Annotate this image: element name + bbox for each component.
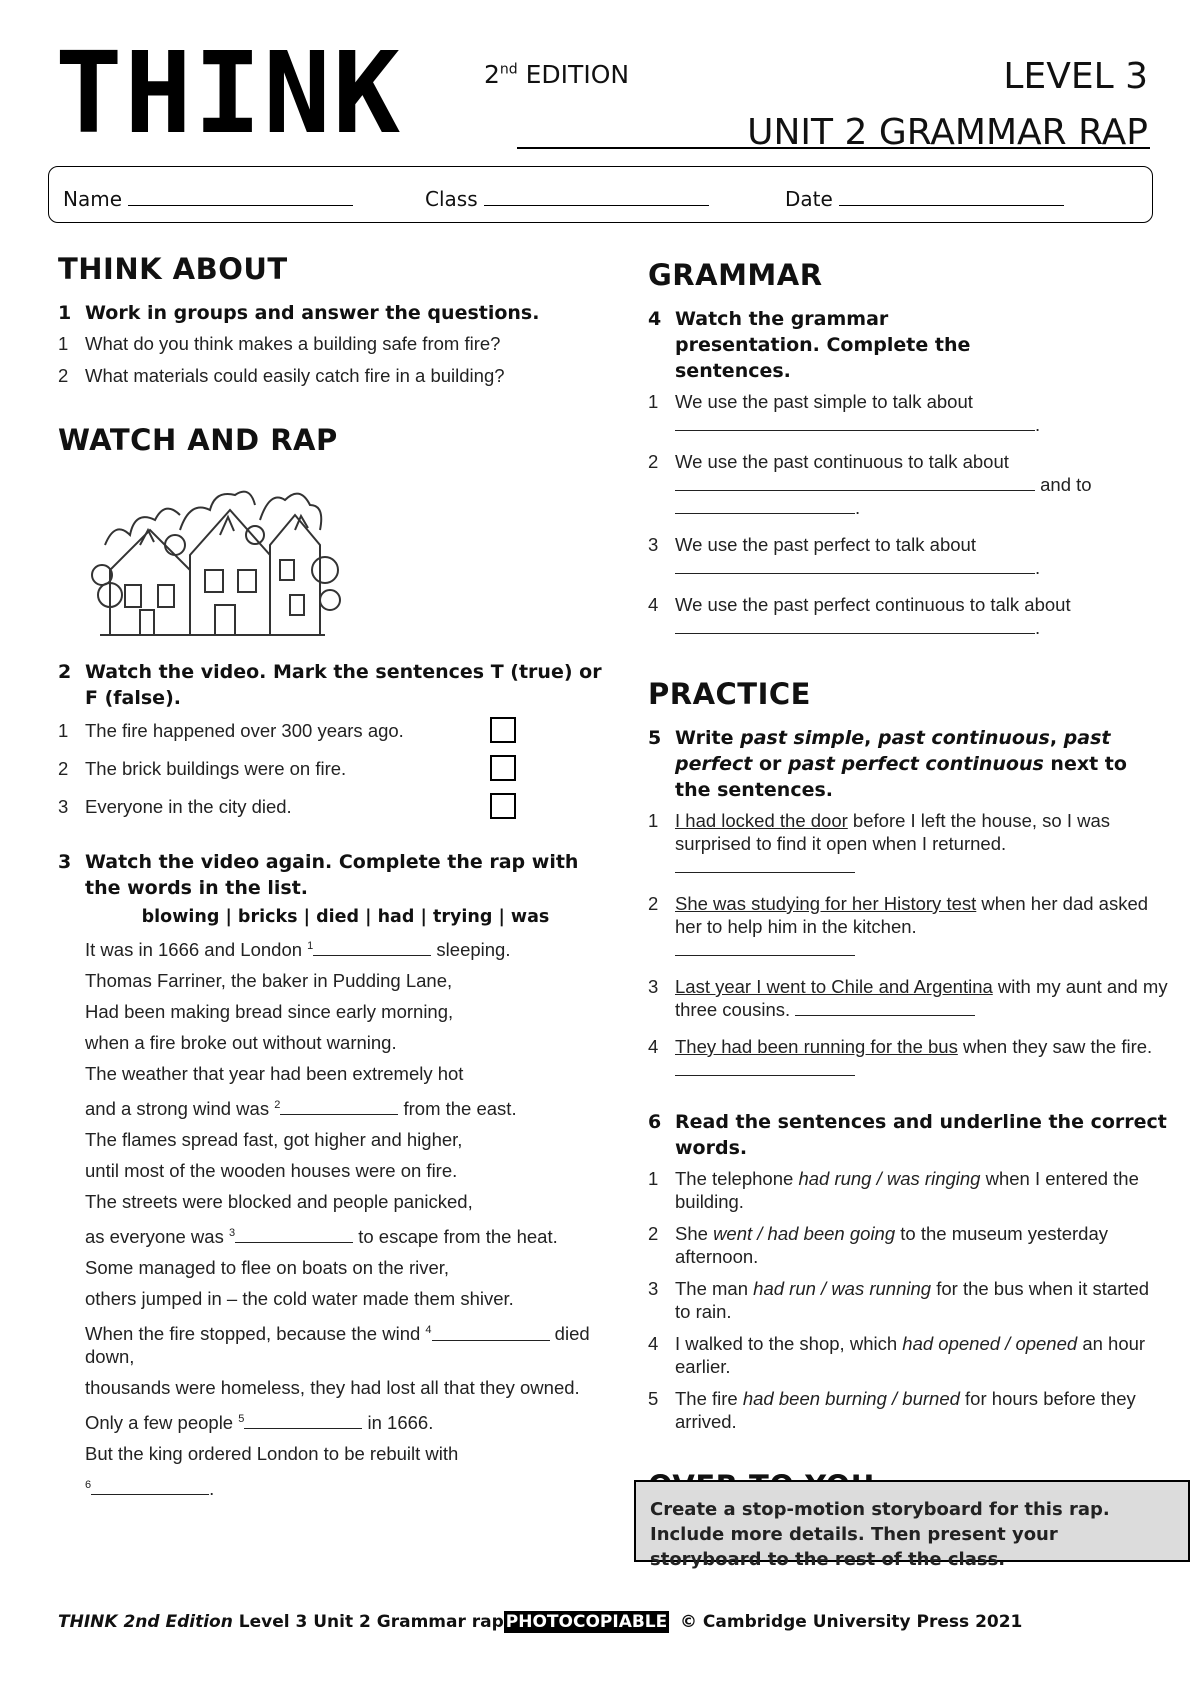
tf-item: 1 The fire happened over 300 years ago. xyxy=(58,717,606,743)
edition-label: 2nd EDITION xyxy=(484,60,630,89)
task-4: 4 Watch the grammar presentation. Complete the sentences. xyxy=(648,308,971,382)
rap-line: $^6$ . xyxy=(85,1477,215,1499)
think-about-heading: THINK ABOUT xyxy=(58,252,288,286)
gap-5[interactable] xyxy=(244,1411,362,1429)
underline-item: 2 She went / had been going to the museum yesterday afternoon. xyxy=(648,1223,1108,1267)
footer-title: THINK 2nd Edition Level 3 Unit 2 Grammar rap PHOTOCOPIABLE xyxy=(58,1612,668,1632)
answer-gap[interactable] xyxy=(675,1058,855,1076)
answer-gap[interactable] xyxy=(795,998,975,1016)
rap-line: The streets were blocked and people panicked, xyxy=(85,1191,473,1213)
unit-title: UNIT 2 GRAMMAR RAP xyxy=(747,112,1148,153)
word-list: blowing | bricks | died | had | trying | was xyxy=(141,907,550,927)
student-info-box xyxy=(48,166,1153,223)
rap-line: The weather that year had been extremely hot xyxy=(85,1063,464,1085)
question-item: 2 What materials could easily catch fire in a building? xyxy=(58,365,505,386)
rap-line: Thomas Farriner, the baker in Pudding Lane, xyxy=(85,970,453,992)
rap-line: The flames spread fast, got higher and higher, xyxy=(85,1129,463,1151)
level-label: LEVEL 3 xyxy=(1003,56,1148,97)
task-1: 1 Work in groups and answer the questions. xyxy=(58,302,540,324)
copyright: © Cambridge University Press 2021 xyxy=(680,1612,1023,1632)
grammar-item: 1 We use the past simple to talk about . xyxy=(648,391,1041,435)
rap-line: But the king ordered London to be rebuilt with xyxy=(85,1442,459,1464)
practice-item: 1 I had locked the door before I left the house, so I was surprised to find it open when I returned. xyxy=(648,809,1168,878)
answer-gap[interactable] xyxy=(675,938,855,956)
tf-checkbox[interactable] xyxy=(490,793,516,819)
task-6: 6 Read the sentences and underline the correct words. xyxy=(648,1111,1167,1159)
right-column xyxy=(648,258,1168,1517)
grammar-heading: GRAMMAR xyxy=(648,258,823,292)
rap-line: It was in 1666 and London $^1$ sleeping. xyxy=(85,939,511,961)
underline-item: 3 The man had run / was running for the bus when it started to rain. xyxy=(648,1278,1150,1322)
grammar-gap[interactable] xyxy=(675,556,1035,574)
watch-rap-heading: WATCH AND RAP xyxy=(58,423,338,457)
grammar-gap[interactable] xyxy=(675,616,1035,634)
rap-line: others jumped in – the cold water made them shiver. xyxy=(85,1288,514,1310)
grammar-gap[interactable] xyxy=(675,473,1035,491)
task-5: 5 Write past simple, past continuous, past perfect or past perfect continuous next to the sentences. xyxy=(648,727,1127,801)
photocopiable-badge: PHOTOCOPIABLE xyxy=(505,1612,668,1632)
grammar-gap[interactable] xyxy=(675,496,855,514)
over-to-you-text: Create a stop-motion storyboard for this rap. Include more details. Then present your storyboard to the rest of the class. xyxy=(650,1499,1110,1570)
question-item: 1 What do you think makes a building safe from fire? xyxy=(58,333,501,354)
underline-item: 4 I walked to the shop, which had opened / opened an hour earlier. xyxy=(648,1333,1146,1377)
underline-item: 5 The fire had been burning / burned for hours before they arrived. xyxy=(648,1388,1136,1432)
underline-item: 1 The telephone had rung / was ringing when I entered the building. xyxy=(648,1168,1139,1212)
practice-heading: PRACTICE xyxy=(648,677,811,711)
grammar-item: 3 We use the past perfect to talk about . xyxy=(648,534,1041,578)
grammar-item: 4 We use the past perfect continuous to talk about . xyxy=(648,594,1071,638)
rap-line: when a fire broke out without warning. xyxy=(85,1032,397,1054)
tf-item: 2 The brick buildings were on fire. xyxy=(58,755,606,781)
answer-gap[interactable] xyxy=(675,855,855,873)
rap-line: Only a few people $^5$ in 1666. xyxy=(85,1411,434,1433)
tf-checkbox[interactable] xyxy=(490,755,516,781)
rap-line: Some managed to flee on boats on the river, xyxy=(85,1257,450,1279)
task-2: 2 Watch the video. Mark the sentences T (true) or F (false). xyxy=(58,661,602,709)
gap-6[interactable] xyxy=(91,1477,209,1495)
practice-item: 2 She was studying for her History test when her dad asked her to help him in the kitchen. xyxy=(648,892,1168,961)
rap-line: until most of the wooden houses were on fire. xyxy=(85,1160,458,1182)
over-to-you-box xyxy=(634,1480,1190,1570)
gap-2[interactable] xyxy=(280,1097,398,1115)
unit-underline xyxy=(517,147,1150,149)
think-logo: THINK xyxy=(55,29,403,159)
rap-line: When the fire stopped, because the wind $^4$ died down, xyxy=(85,1323,590,1367)
rap-line: Had been making bread since early morning, xyxy=(85,1001,454,1023)
left-column xyxy=(58,252,606,1509)
rap-line: as everyone was $^3$ to escape from the heat. xyxy=(85,1226,558,1248)
rap-line: and a strong wind was $^2$ from the east. xyxy=(85,1098,517,1120)
practice-item: 3 Last year I went to Chile and Argentina with my aunt and my three cousins. xyxy=(648,976,1168,1020)
rap-line: thousands were homeless, they had lost all that they owned. xyxy=(85,1376,580,1398)
tf-checkbox[interactable] xyxy=(490,717,516,743)
gap-3[interactable] xyxy=(235,1225,353,1243)
practice-item: 4 They had been running for the bus when they saw the fire. xyxy=(648,1035,1168,1081)
tf-item: 3 Everyone in the city died. xyxy=(58,793,606,819)
class-field[interactable]: Class xyxy=(425,187,709,211)
grammar-item: 2 We use the past continuous to talk about and to . xyxy=(648,451,1092,518)
gap-4[interactable] xyxy=(432,1323,550,1341)
gap-1[interactable] xyxy=(313,938,431,956)
name-field[interactable]: Name xyxy=(63,187,353,211)
grammar-gap[interactable] xyxy=(675,413,1035,431)
rap-lyrics xyxy=(85,935,606,1500)
task-3: 3 Watch the video again. Complete the rap with the words in the list. xyxy=(58,851,579,899)
date-field[interactable]: Date xyxy=(785,187,1064,211)
burning-houses-icon xyxy=(80,475,342,640)
